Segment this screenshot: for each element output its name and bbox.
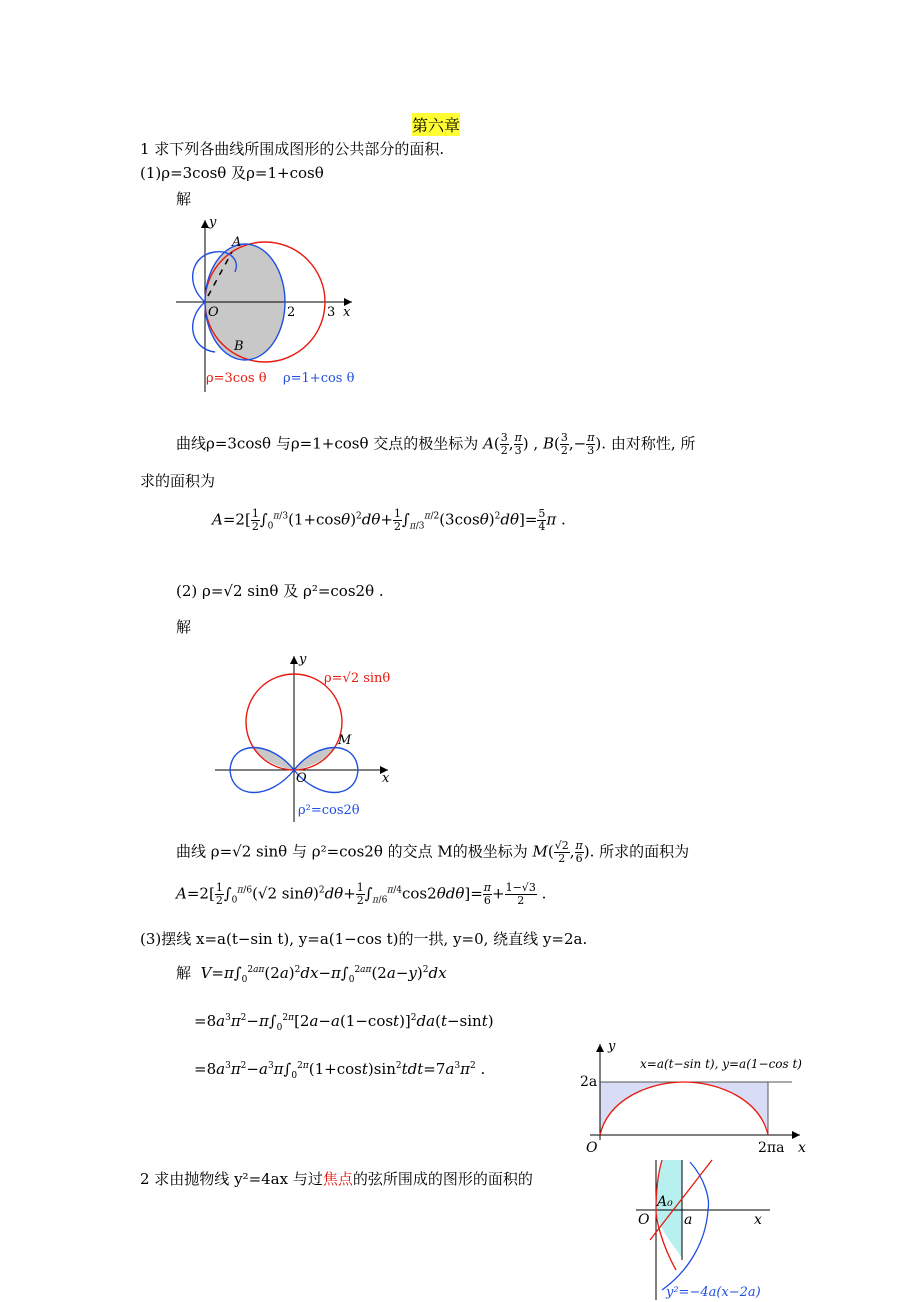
fig3-y-label: y	[608, 1039, 616, 1054]
fig3-2pia-label: 2πa	[758, 1140, 785, 1156]
part2-formula: A=2[ $\frac{1}{2}$ $\int_0^{\pi/6}(√2$ sinθ)$^2$dθ+ $\frac{1}{2}$ $\int_{\pi/6}^{\pi/4}\cos 2\theta d\theta]=$ $\frac{\pi}{6}$ + $\frac{1-√3}{2}$ .	[176, 881, 547, 907]
fig1-legend-blue: ρ=1+cos θ	[283, 371, 355, 386]
fig4-A0-label: A₀	[657, 1194, 673, 1210]
problem2-heading: 2 求由抛物线 y²=4ax 与过焦点的弦所围成的图形的面积的	[140, 1170, 533, 1188]
focus-highlight: 焦点	[322, 1170, 353, 1188]
fig2-blue-label: ρ²=cos2θ	[298, 803, 360, 818]
fig1-x-label: x	[343, 305, 351, 320]
part1-label: (1)ρ=3cosθ 及ρ=1+cosθ	[140, 164, 324, 182]
part3-line1: 解 $V=\pi\int_0^{2a\pi}(2a)^2dx-\pi\int_0^{2a\pi}(2a-y)^2dx$	[176, 964, 447, 985]
fig1-B-label: B	[234, 339, 244, 354]
fig3-curve-label: x=a(t−sin t), y=a(1−cos t)	[640, 1057, 802, 1071]
fig1-3-label: 3	[327, 305, 336, 320]
part3-line2: $=8a^3\pi^2-\pi\int_0^{2\pi}[2a-a(1-\cos t)]^2da(t-\sin t)$	[194, 1012, 494, 1033]
fig2-x-label: x	[382, 771, 390, 786]
fig4-curve-label: y²=−4a(x−2a)	[666, 1285, 761, 1300]
part1-formula: A=2[ $\frac{1}{2}$ $\int_0^{\pi/3}(1+\cos\theta)^2d\theta+$ $\frac{1}{2}$ $\int_{\pi/3}^{\pi/2}(3\cos\theta)^2d\theta]=$ $\frac{5}{4}$ π .	[212, 507, 566, 533]
fig2-y-label: y	[299, 652, 307, 667]
chapter-title: 第六章	[412, 113, 460, 136]
fig1-legend-red: ρ=3cos θ	[206, 371, 267, 386]
figure-lemniscate-circle	[212, 648, 412, 826]
part1-solution: 解	[176, 190, 192, 208]
fig2-red-label: ρ=√2 sinθ	[324, 671, 391, 686]
fig2-O-label: O	[296, 771, 307, 786]
part2-label: (2) ρ=√2 sinθ 及 ρ²=cos2θ .	[176, 582, 384, 600]
part2-text-line: 曲线 ρ=√2 sinθ 与 ρ²=cos2θ 的交点 M的极坐标为 M( $\frac{√2}{2}$ , $\frac{\pi}{6}$ ). 所求的面积为	[176, 839, 690, 865]
fig1-2-label: 2	[287, 305, 296, 320]
fig2-M-label: M	[338, 733, 352, 748]
fig3-x-label: x	[798, 1140, 806, 1156]
figure-cardioid-circle	[170, 212, 370, 394]
fig1-O-label: O	[208, 305, 219, 320]
problem1-heading: 1 求下列各曲线所围成图形的公共部分的面积.	[140, 140, 445, 158]
fig4-O-label: O	[638, 1212, 650, 1228]
part3-line3: $=8a^3\pi^2-a^3\pi\int_0^{2\pi}(1+\cos t)\sin^2tdt=7a^3\pi^2$ .	[194, 1060, 486, 1081]
figure-cycloid	[578, 1036, 810, 1158]
fig3-O-label: O	[586, 1140, 598, 1156]
part2-solution: 解	[176, 618, 192, 636]
part3-label: (3)摆线 x=a(t−sin t), y=a(1−cos t)的一拱, y=0, 绕直线 y=2a.	[140, 930, 588, 948]
fig3-2a-label: 2a	[580, 1074, 598, 1090]
figure-parabola	[630, 1158, 780, 1302]
part1-text-line2: 求的面积为	[140, 472, 216, 490]
fig4-a-label: a	[684, 1212, 693, 1228]
fig1-A-label: A	[232, 235, 242, 250]
fig4-x-label: x	[754, 1212, 762, 1228]
fig1-y-label: y	[209, 215, 217, 230]
part1-text-line1: 曲线ρ=3cosθ 与ρ=1+cosθ 交点的极坐标为 A( $\frac{3}{2}$ , $\frac{\pi}{3}$ ) , B( $\frac{3}{2}$ ,− $\frac{\pi}{3}$ ). 由对称性, 所	[176, 431, 696, 457]
